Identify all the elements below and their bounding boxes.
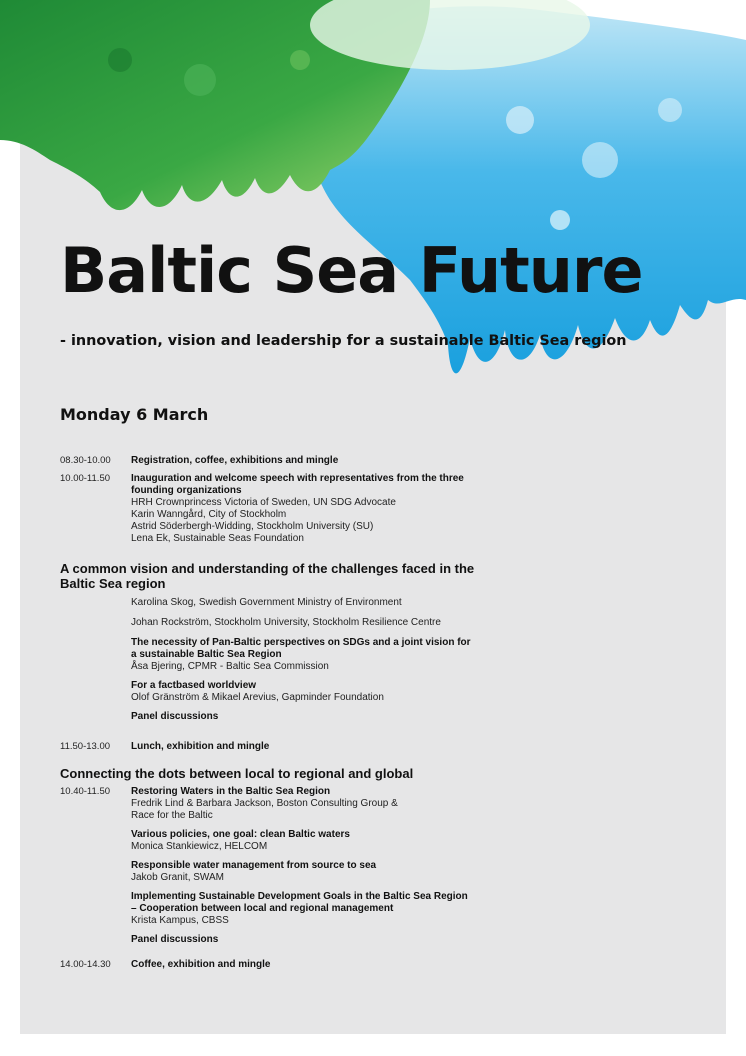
session-title: Implementing Sustainable Development Goals in the Baltic Sea Region <box>131 891 468 902</box>
time-slot: 10.00-11.50 <box>60 473 111 484</box>
program-row <box>60 786 530 946</box>
page-subtitle: - innovation, vision and leadership for a sustainable Baltic Sea region <box>60 333 627 349</box>
session-title: Restoring Waters in the Baltic Sea Region <box>131 786 331 797</box>
time-slot: 11.50-13.00 <box>60 741 111 752</box>
session-title: Panel discussions <box>131 934 219 945</box>
program-row <box>60 473 530 545</box>
program-row <box>60 959 530 971</box>
section-heading: Connecting the dots between local to regional and global <box>60 766 414 781</box>
speaker: Lena Ek, Sustainable Seas Foundation <box>131 533 304 544</box>
time-slot: 10.40-11.50 <box>60 786 111 797</box>
speaker: Olof Gränström & Mikael Arevius, Gapminder Foundation <box>131 692 384 703</box>
session-title: Registration, coffee, exhibitions and mingle <box>131 455 339 466</box>
page-title: Baltic Sea Future <box>60 234 643 307</box>
section-heading: A common vision and understanding of the challenges faced in the <box>60 561 475 576</box>
session-title: Various policies, one goal: clean Baltic waters <box>131 829 350 840</box>
session-title: The necessity of Pan-Baltic perspectives on SDGs and a joint vision for <box>131 637 471 648</box>
session-title: Inauguration and welcome speech with representatives from the three <box>131 473 464 484</box>
speaker: Monica Stankiewicz, HELCOM <box>131 841 268 852</box>
speaker: Astrid Söderbergh-Widding, Stockholm University (SU) <box>131 521 374 532</box>
section <box>60 561 530 591</box>
speaker: Åsa Bjering, CPMR - Baltic Sea Commission <box>131 661 329 672</box>
session-title: – Cooperation between local and regional management <box>131 903 394 914</box>
speaker: Krista Kampus, CBSS <box>131 915 229 926</box>
program <box>60 455 530 971</box>
time-slot: 08.30-10.00 <box>60 455 111 466</box>
session-title: Coffee, exhibition and mingle <box>131 959 271 970</box>
speaker: Race for the Baltic <box>131 810 213 821</box>
session-title: Panel discussions <box>131 711 219 722</box>
session-title: founding organizations <box>131 485 242 496</box>
speaker: Jakob Granit, SWAM <box>131 872 224 883</box>
speaker: Karin Wanngård, City of Stockholm <box>131 509 287 520</box>
speaker: HRH Crownprincess Victoria of Sweden, UN SDG Advocate <box>131 497 396 508</box>
time-slot: 14.00-14.30 <box>60 959 111 970</box>
section-heading: Baltic Sea region <box>60 576 166 591</box>
session-title: For a factbased worldview <box>131 680 257 691</box>
session-title: a sustainable Baltic Sea Region <box>131 649 282 660</box>
day-heading: Monday 6 March <box>60 405 209 424</box>
speaker: Karolina Skog, Swedish Government Ministry of Environment <box>131 597 402 608</box>
program-row <box>60 741 530 753</box>
session-title: Responsible water management from source to sea <box>131 860 377 871</box>
speaker: Fredrik Lind & Barbara Jackson, Boston Consulting Group & <box>131 798 398 809</box>
session-title: Lunch, exhibition and mingle <box>131 741 270 752</box>
section-items <box>60 597 530 723</box>
speaker: Johan Rockström, Stockholm University, Stockholm Resilience Centre <box>131 617 441 628</box>
program-row <box>60 455 530 467</box>
